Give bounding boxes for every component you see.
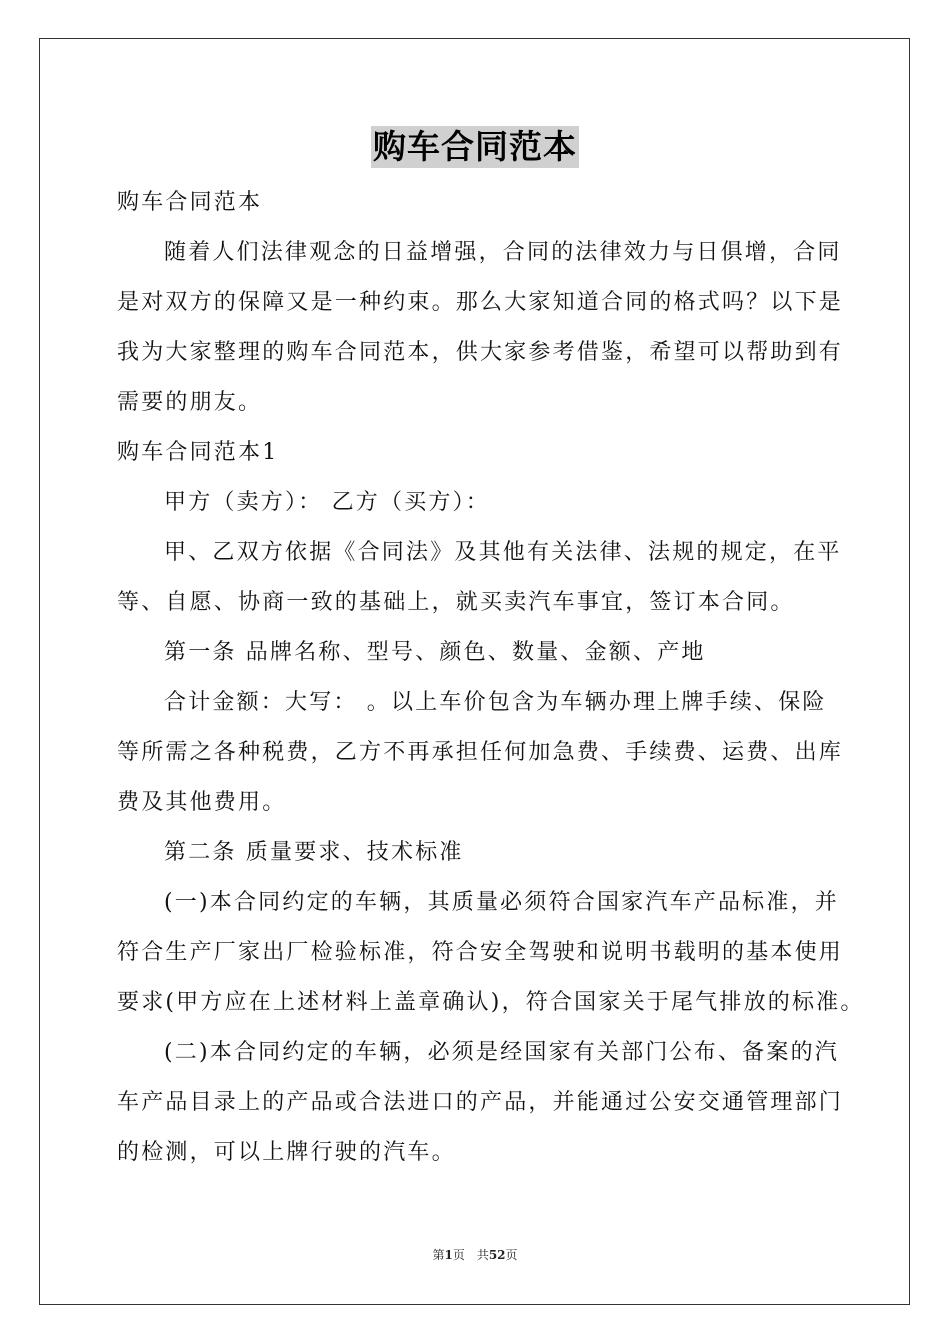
document-line: 等、自愿、协商一致的基础上，就买卖汽车事宜，签订本合同。 [117, 590, 795, 615]
document-line: 第二条 质量要求、技术标准 [164, 840, 464, 865]
footer-total-pages: 52 [488, 1248, 506, 1262]
document-line: 购车合同范本1 [117, 440, 279, 465]
page-footer [0, 1246, 950, 1263]
document-line: 甲、乙双方依据《合同法》及其他有关法律、法规的规定，在平 [164, 540, 842, 565]
document-line: 车产品目录上的产品或合法进口的产品，并能通过公安交通管理部门 [117, 1090, 844, 1115]
footer-page-prefix: 第 [432, 1248, 445, 1262]
document-line: 是对双方的保障又是一种约束。那么大家知道合同的格式吗？以下是 [117, 290, 844, 315]
document-line: 要求(甲方应在上述材料上盖章确认)，符合国家关于尾气排放的标准。 [117, 990, 865, 1015]
document-body [117, 178, 865, 1178]
footer-page-suffix: 页 [505, 1248, 518, 1262]
footer-page-number: 1 [444, 1248, 453, 1262]
footer-page-mid: 页 共 [452, 1248, 489, 1262]
document-line: 第一条 品牌名称、型号、颜色、数量、金额、产地 [164, 640, 706, 665]
document-line: 购车合同范本 [117, 190, 263, 215]
document-title: 购车合同范本 [373, 127, 577, 166]
title-container [0, 126, 950, 168]
document-line: 等所需之各种税费，乙方不再承担任何加急费、手续费、运费、出库 [117, 740, 844, 765]
document-line: (二)本合同约定的车辆，必须是经国家有关部门公布、备案的汽 [164, 1040, 839, 1065]
document-line: 的检测，可以上牌行驶的汽车。 [117, 1140, 456, 1165]
document-line: 费及其他费用。 [117, 790, 287, 815]
document-line: 符合生产厂家出厂检验标准，符合安全驾驶和说明书载明的基本使用 [117, 940, 844, 965]
document-line: 合计金额：大写： 。以上车价包含为车辆办理上牌手续、保险 [164, 690, 827, 715]
document-line: 甲方（卖方）： 乙方（买方）： [164, 490, 490, 515]
document-line: 需要的朋友。 [117, 390, 263, 415]
document-line: (一)本合同约定的车辆，其质量必须符合国家汽车产品标准，并 [164, 890, 839, 915]
document-line: 我为大家整理的购车合同范本，供大家参考借鉴，希望可以帮助到有 [117, 340, 844, 365]
document-line: 随着人们法律观念的日益增强，合同的法律效力与日俱增，合同 [164, 240, 842, 265]
